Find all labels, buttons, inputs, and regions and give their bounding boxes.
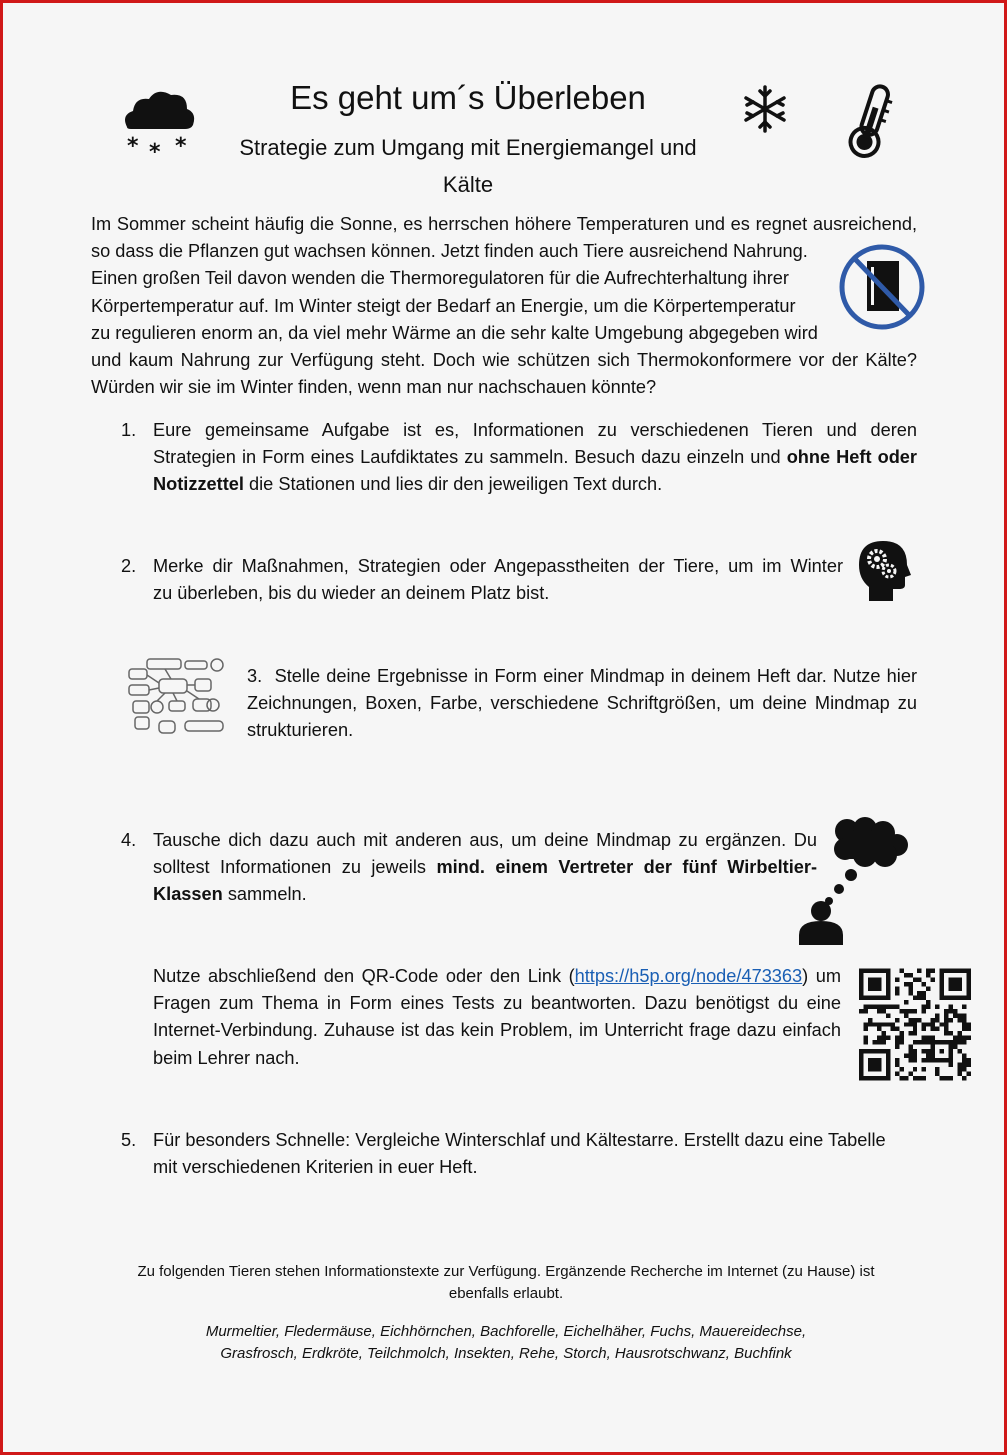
task-line: mit verschiedenen Kriterien in euer Heft. [153, 1157, 478, 1178]
intro-line: Einen großen Teil davon wenden die Thermoregulatoren für die Aufrechterhaltung ihrer [91, 268, 789, 289]
footer-note [121, 1261, 891, 1305]
task-number: 4. [121, 830, 137, 850]
mindmap-icon [125, 655, 233, 739]
task-line [247, 663, 917, 690]
qr-text: Nutze abschließend den QR-Code oder den Link ( [153, 966, 575, 986]
animal-list [121, 1321, 891, 1365]
subtitle-line-1: Strategie zum Umgang mit Energiemangel und [239, 135, 697, 160]
svg-text:*: * [175, 134, 187, 159]
person-thinking-icon [793, 817, 915, 947]
qr-text: ) um [802, 966, 841, 986]
task-text: Strategien in Form eines Laufdiktates zu sammeln. Besuch dazu einzeln und [153, 447, 787, 468]
task-line: Tausche dich dazu auch mit anderen aus, um deine Mindmap zu ergänzen. Du [153, 830, 817, 850]
intro-line: Würden wir sie im Winter finden, wenn man nur nachschauen könnte? [91, 377, 657, 398]
head-gears-icon [855, 539, 913, 603]
task-text: solltest Informationen zu jeweils [153, 857, 437, 878]
task-bold-text: Notizzettel [153, 474, 244, 495]
task-line: zu überleben, bis du wieder an deinem Platz bist. [153, 583, 550, 604]
h5p-link[interactable]: https://h5p.org/node/473363 [574, 966, 803, 986]
task-line: Zeichnungen, Boxen, Farbe, verschiedene Schriftgrößen, um deine Mindmap zu [247, 693, 917, 714]
qr-line: Internet-Verbindung. Zuhause ist das kein Problem, im Unterricht frage dazu einfach [153, 1020, 841, 1041]
task-bold-text: mind. einem Vertreter der fünf Wirbeltier- [436, 857, 817, 878]
footer-line: ebenfalls erlaubt. [448, 1285, 564, 1302]
task-number: 3. [247, 666, 263, 686]
intro-line: so dass die Pflanzen gut wachsen können. Jetzt finden auch Tiere ausreichend Nahrung. [91, 241, 808, 262]
task-line: Für besonders Schnelle: Vergleiche Winterschlaf und Kältestarre. Erstellt dazu eine Tabelle [153, 1130, 886, 1150]
task-line [153, 854, 817, 881]
qr-line: Fragen zum Thema in Form eines Tests zu beantworten. Dazu benötigst du eine [153, 993, 841, 1014]
qr-line: beim Lehrer nach. [153, 1047, 300, 1068]
task-line [153, 444, 917, 471]
task-bold-text: Klassen [153, 884, 223, 905]
page-subtitle [203, 129, 733, 203]
svg-text:*: * [127, 134, 139, 159]
footer-line: Zu folgenden Tieren stehen Informationstexte zur Verfügung. Ergänzende Recherche im Internet (zu Hause) ist [137, 1263, 875, 1280]
subtitle-line-2: Kälte [442, 172, 494, 197]
intro-line: Im Sommer scheint häufig die Sonne, es herrschen höhere Temperaturen und es regnet ausreichend, [91, 214, 917, 234]
qr-code-icon[interactable] [859, 967, 971, 1082]
task-text: sammeln. [222, 884, 307, 905]
task-line: Eure gemeinsame Aufgabe ist es, Informationen zu verschiedenen Tieren und deren [153, 420, 917, 440]
task-line: Merke dir Maßnahmen, Strategien oder Angepasstheiten der Tiere, um im Winter [153, 556, 843, 576]
intro-line: und kaum Nahrung zur Verfügung steht. Doch wie schützen sich Thermokonformere vor der Kälte? [91, 350, 917, 371]
intro-line: Körpertemperatur auf. Im Winter steigt der Bedarf an Energie, um die Körpertemperatur [91, 295, 796, 316]
task-bold-text: ohne Heft oder [786, 447, 917, 468]
snowflake-icon [741, 83, 789, 135]
animal-list-line: Grasfrosch, Erdkröte, Teilchmolch, Insekten, Rehe, Storch, Hausrotschwanz, Buchfink [220, 1345, 792, 1362]
no-notebook-icon [837, 241, 927, 333]
task-3 [247, 663, 917, 745]
thermometer-icon [845, 81, 897, 163]
task-text: die Stationen und lies dir den jeweiligen Text durch. [243, 474, 663, 495]
task-number: 1. [121, 420, 137, 440]
task-number: 2. [121, 556, 137, 576]
page-title: Es geht um´s Überleben [290, 79, 646, 116]
task-5 [121, 1127, 917, 1181]
task-1 [121, 417, 917, 499]
task-2 [121, 553, 843, 607]
task-number: 5. [121, 1130, 137, 1150]
task-text: Stelle deine Ergebnisse in Form einer Mindmap in deinem Heft dar. Nutze hier [274, 666, 918, 686]
intro-line: zu regulieren enorm an, da viel mehr Wärme an die sehr kalte Umgebung abgegeben wird [91, 322, 818, 343]
qr-instructions [153, 963, 841, 1072]
snow-cloud-icon [119, 87, 199, 161]
animal-list-line: Murmeltier, Fledermäuse, Eichhörnchen, Bachforelle, Eichelhäher, Fuchs, Mauereidechse, [205, 1323, 807, 1340]
qr-line [153, 963, 841, 990]
task-line [153, 881, 817, 908]
task-line: strukturieren. [247, 720, 354, 741]
svg-text:*: * [149, 140, 161, 161]
task-line [153, 471, 917, 498]
intro-paragraph [91, 211, 917, 401]
task-4 [121, 827, 817, 909]
